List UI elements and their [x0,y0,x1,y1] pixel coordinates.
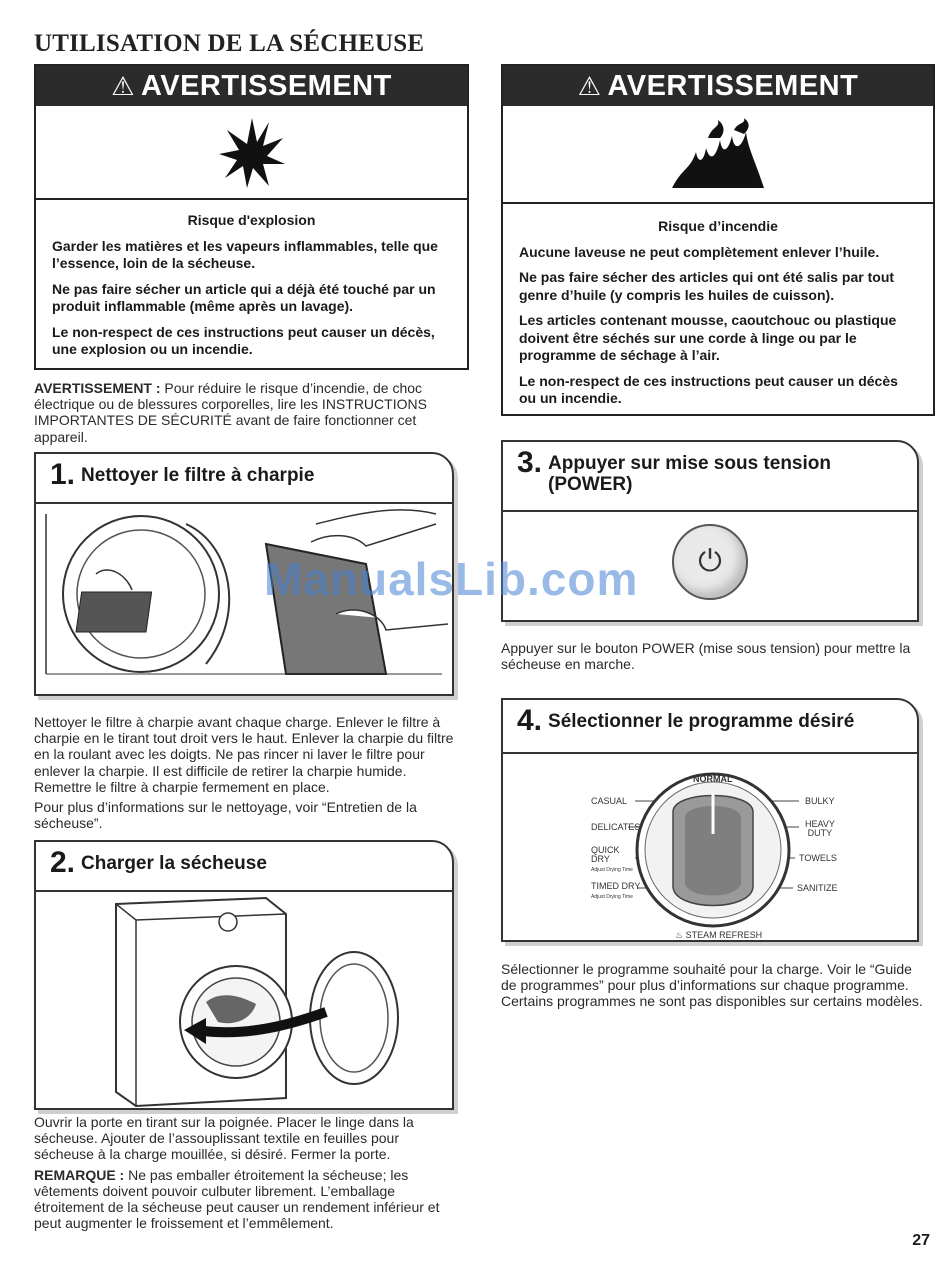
warning-line: Ne pas faire sécher des articles qui ont été salis par tout genre d’huile (y compris les huiles de cuisson). [519,269,895,303]
explosion-risk-title: Risque d'explosion [187,212,316,228]
step-number: 2. [50,846,76,879]
power-icon: ⏻ [698,545,722,578]
warning-triangle-icon: ⚠ [111,70,135,101]
step-title: Nettoyer le filtre à charpie [81,465,315,486]
step3-description: Appuyer sur le bouton POWER (mise sous tension) pour mettre la sécheuse en marche. [501,640,911,673]
warning-line: Le non-respect de ces instructions peut causer un décès ou un incendie. [519,372,898,406]
page-title: UTILISATION DE LA SÉCHEUSE [34,30,425,57]
dial-label-casual: CASUAL [591,796,628,806]
step-title: Charger la sécheuse [81,853,267,874]
dial-label-towels: TOWELS [799,853,837,863]
step-number: 3. [517,446,543,479]
step4-box [501,698,919,942]
warning-line: Ne pas faire sécher un article qui a déjà été touché par un produit inflammable (même après un lavage). [52,280,436,314]
dial-label-delicates: DELICATES [591,822,641,832]
power-button[interactable] [672,524,748,600]
watermark: ManualsLib.com [264,553,639,605]
dial-label-normal: NORMAL [693,774,733,784]
warning-triangle-icon: ⚠ [577,70,602,101]
step4-header [503,700,917,754]
fire-risk-title: Risque d’incendie [658,218,778,234]
warning-line: Garder les matières et les vapeurs inflammables, telle que l’essence, loin de la sécheuse. [52,237,438,271]
dial-label-bulky: BULKY [805,796,835,806]
warning-line: Aucune laveuse ne peut complètement enlever l’huile. [519,243,880,260]
step-title: Appuyer sur mise sous tension (POWER) [548,453,831,495]
steam-icon: ♨ [675,930,684,940]
fire-icon [503,106,933,204]
dial-label-heavy-duty: HEAVY DUTY [805,819,835,838]
dial-label-timed-dry: TIMED DRY Adjust Drying Time [591,881,641,900]
cycle-selector-dial[interactable] [503,754,917,954]
warning-header: ⚠ AVERTISSEMENT [36,66,467,106]
fire-warning-box [501,64,935,416]
step1-description: Nettoyer le filtre à charpie avant chaque charge. Enlever le filtre à charpie en le tirant tout droit vers le haut. Enlever la charpie du filtre en la roulant avec les doigts. Ne pas rincer ni laver le filtre pour enlever la charpie. Il est difficile de retirer la charpie humide. Remettre le filtre à charpie fermement en place. Pour plus d’informations sur le nettoyage, voir “Entretien de la sécheuse”. [34,714,454,832]
step2-header [36,842,452,892]
page-number: 27 [912,1232,930,1249]
step1-header [36,454,452,504]
step-number: 1. [50,458,76,491]
warning-header: ⚠ AVERTISSEMENT [503,66,933,106]
dial-label-steam-refresh: ♨ STEAM REFRESH [675,930,763,940]
load-dryer-illustration [36,892,452,1108]
step3-header [503,442,917,512]
dial-label-quick-dry: QUICK DRY Adjust Drying Time [591,845,633,873]
step2-description: Ouvrir la porte en tirant sur la poignée. Placer le linge dans la sécheuse. Ajouter de l’assouplissant textile en feuilles pour sécheuse à la charge mouillée, si désiré. Fermer la porte. REMARQUE : Ne pas emballer étroitement la sécheuse; les vêtements doivent pouvoir culbuter librement. L’emballage étroitement de la sécheuse peut causer un rendement inférieur et peut augmenter le froissement et l’emmêlement. [34,1114,440,1232]
dial-label-sanitize: SANITIZE [797,883,838,893]
warning-line: Les articles contenant mousse, caoutchouc ou plastique doivent être séchés sur une corde à linge ou par le programme de séchage à l’air. [519,312,897,363]
step-title: Sélectionner le programme désiré [548,711,855,732]
safety-note: AVERTISSEMENT : Pour réduire le risque d’incendie, de choc électrique ou de blessures corporelles, lire les INSTRUCTIONS IMPORTANTES DE SÉCURITÉ avant de faire fonctionner cet appareil. [34,380,427,445]
explosion-icon [36,106,467,200]
step-number: 4. [517,704,543,737]
explosion-warning-box [34,64,469,370]
warning-line: Le non-respect de ces instructions peut causer un décès, une explosion ou un incendie. [52,323,435,357]
step4-description: Sélectionner le programme souhaité pour la charge. Voir le “Guide de programmes” pour plus d’informations sur chaque programme. Certains programmes ne sont pas disponibles sur certains modèles. [501,961,923,1010]
step2-box [34,840,454,1110]
